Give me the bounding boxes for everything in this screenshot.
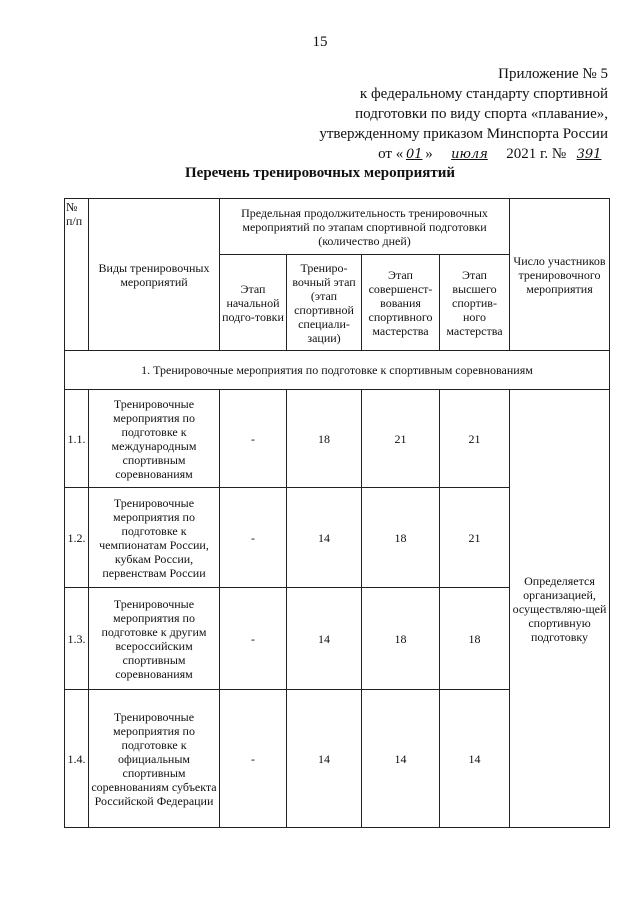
training-activities-table [64,198,610,828]
row-stage1: - [220,390,287,488]
row-stage3: 18 [362,588,440,690]
row-activity: Тренировочные мероприятия по подготовке к официальным спортивным соревнованиям субъекта Российской Федерации [89,690,220,828]
appendix-line-2: к федеральному стандарту спортивной [359,86,608,102]
row-num: 1.1. [65,390,89,488]
header-stage-improvement: Этап совершенст-вования спортивного мастерства [362,255,440,351]
handwritten-day: 01 [405,147,423,162]
row-num: 1.2. [65,488,89,588]
row-stage3: 14 [362,690,440,828]
row-stage4: 14 [440,690,510,828]
header-participants: Число участников тренировочного мероприятия [510,199,610,351]
header-duration: Предельная продолжительность тренировочных мероприятий по этапам спортивной подготовки (количество дней) [220,199,510,255]
date-mid: » [425,146,433,162]
header-stage-training: Трениро-вочный этап (этап спортивной специали-зации) [287,255,362,351]
row-num: 1.3. [65,588,89,690]
row-stage1: - [220,588,287,690]
row-stage4: 21 [440,488,510,588]
header-stage-initial: Этап начальной подго-товки [220,255,287,351]
appendix-date-line [278,144,608,165]
header-activities: Виды тренировочных мероприятий [89,199,220,351]
section-heading: 1. Тренировочные мероприятия по подготовке к спортивным соревнованиям [65,351,610,390]
header-stage-highest: Этап высшего спортив-ного мастерства [440,255,510,351]
appendix-line-1: Приложение № 5 [498,66,608,82]
row-activity: Тренировочные мероприятия по подготовке к другим всероссийским спортивным соревнованиям [89,588,220,690]
row-stage3: 18 [362,488,440,588]
row-stage1: - [220,488,287,588]
document-title: Перечень тренировочных мероприятий [185,165,455,181]
row-stage2: 14 [287,488,362,588]
appendix-line-3: подготовки по виду спорта «плавание», [355,106,608,122]
row-stage3: 21 [362,390,440,488]
row-stage2: 18 [287,390,362,488]
row-stage2: 14 [287,588,362,690]
row-stage2: 14 [287,690,362,828]
row-num: 1.4. [65,690,89,828]
handwritten-order-number: 391 [576,147,602,162]
handwritten-month: июля [451,147,488,162]
row-activity: Тренировочные мероприятия по подготовке к международным спортивным соревнованиям [89,390,220,488]
row-stage4: 21 [440,390,510,488]
header-num: № п/п [65,199,89,351]
table-row [65,390,610,488]
date-prefix: от « [378,146,404,162]
participants-note: Определяется организацией, осуществляю-щей спортивную подготовку [510,390,610,828]
year-text: 2021 г. № [506,146,567,162]
row-stage1: - [220,690,287,828]
row-activity: Тренировочные мероприятия по подготовке к чемпионатам России, кубкам России, первенствам России [89,488,220,588]
page-number: 15 [312,34,328,50]
appendix-header [278,64,608,165]
row-stage4: 18 [440,588,510,690]
appendix-line-4: утвержденному приказом Минспорта России [319,126,608,142]
